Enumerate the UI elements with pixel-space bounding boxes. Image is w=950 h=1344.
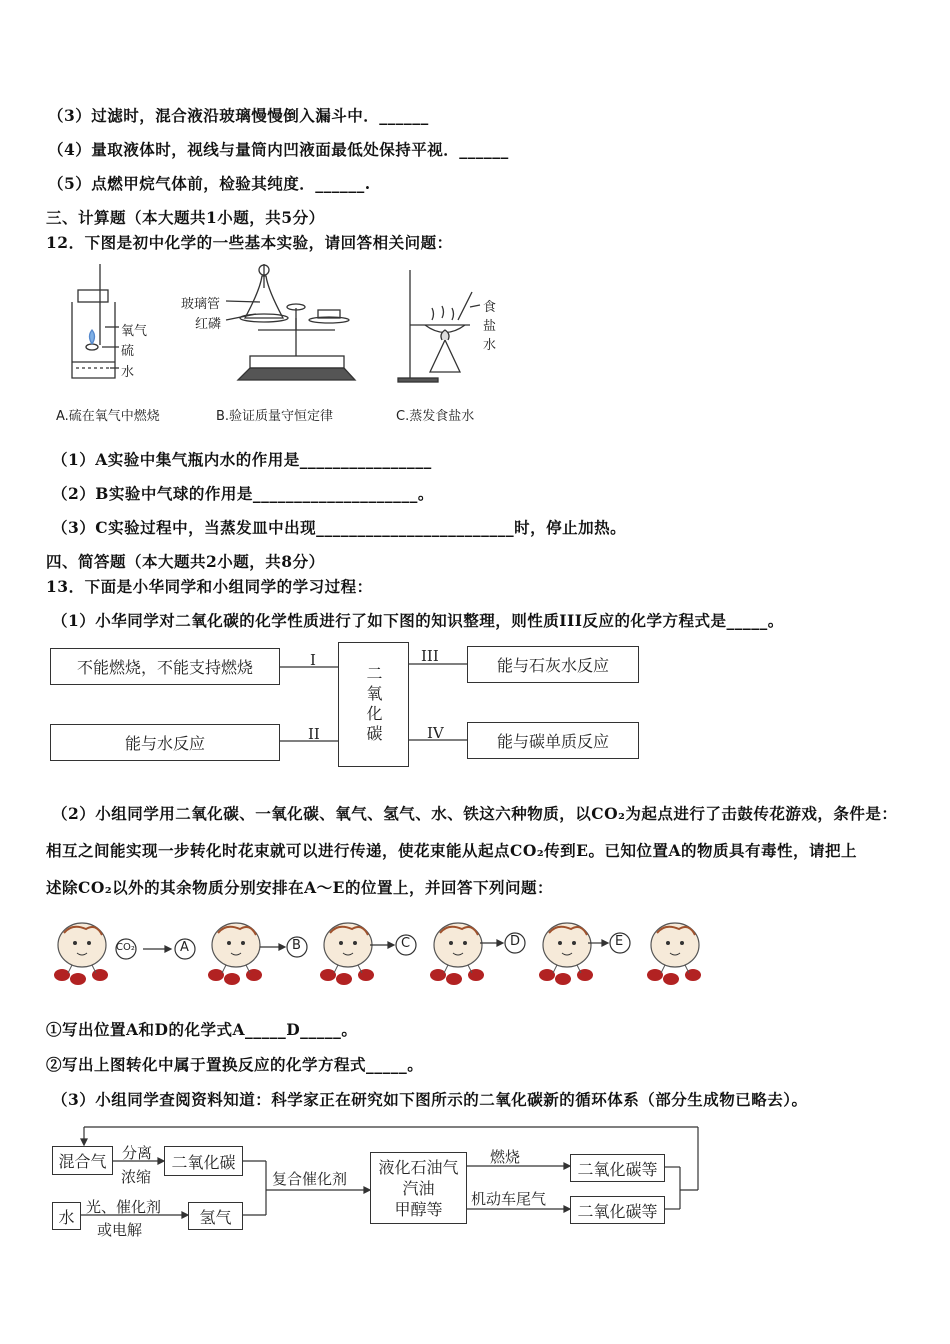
game-pos-b: B	[292, 938, 301, 953]
q11-item-5: （5）点燃甲烷气体前，检验其纯度．______.	[48, 174, 371, 193]
q12-item-2: （2）B实验中气球的作用是____________________。	[52, 484, 434, 503]
cycle-product-lpg: 液化石油气	[378, 1157, 459, 1177]
prop-not-combustible: 不能燃烧，不能支持燃烧	[50, 648, 280, 685]
cycle-water: 水	[52, 1202, 81, 1230]
q13-item-3: （3）小组同学查阅资料知道：科学家正在研究如下图所示的二氧化碳新的循环体系（部分生成物已略去）。	[52, 1090, 808, 1109]
q12-stem: 12．下图是初中化学的一些基本实验，请回答相关问题：	[46, 233, 453, 252]
caption-c: C.蒸发食盐水	[396, 409, 475, 424]
cycle-composite-catalyst: 复合催化剂	[272, 1170, 348, 1188]
cycle-output-top: 二氧化碳等	[570, 1154, 665, 1182]
cycle-product-gasoline: 汽油	[402, 1178, 435, 1198]
q13-item-2-sub-2: ②写出上图转化中属于置换反应的化学方程式_____。	[46, 1055, 424, 1074]
cycle-concentrate: 浓缩	[121, 1168, 152, 1186]
game-pos-e: E	[615, 934, 624, 949]
label-oxygen: 氧气	[121, 324, 148, 339]
q13-item-2-line-b: 相互之间能实现一步转化时花束就可以进行传递，使花束能从起点CO₂传到E。已知位置A的物质具有毒性，请把上	[46, 841, 857, 860]
label-water: 水	[121, 365, 135, 380]
prop-reacts-carbon: 能与碳单质反应	[467, 722, 639, 759]
q13-item-1: （1）小华同学对二氧化碳的化学性质进行了如下图的知识整理，则性质III反应的化学方程式是_____。	[52, 611, 784, 630]
cycle-products-box	[370, 1152, 467, 1224]
co2-center-box: 二氧化碳	[338, 642, 409, 767]
cycle-light-catalyst: 光、催化剂	[86, 1198, 162, 1216]
q13-stem: 13．下面是小华同学和小组同学的学习过程：	[46, 577, 373, 596]
label-sulfur: 硫	[121, 344, 135, 359]
q11-item-4: （4）量取液体时，视线与量筒内凹液面最低处保持平视．______	[48, 140, 509, 159]
section-3-heading: 三、计算题（本大题共1小题，共5分）	[46, 208, 325, 227]
roman-2: II	[308, 725, 320, 743]
game-pos-a: A	[180, 940, 189, 955]
caption-a: A.硫在氧气中燃烧	[56, 409, 160, 424]
prop-reacts-water: 能与水反应	[50, 724, 280, 761]
cycle-hydrogen: 氢气	[188, 1202, 243, 1230]
roman-3: III	[421, 647, 439, 665]
game-pos-d: D	[510, 934, 521, 949]
game-pos-co2: CO₂	[116, 942, 135, 953]
game-pos-c: C	[401, 936, 411, 951]
cycle-mixed-gas: 混合气	[52, 1146, 113, 1175]
roman-1: I	[310, 651, 316, 669]
prop-reacts-limewater: 能与石灰水反应	[467, 646, 639, 683]
cycle-burn: 燃烧	[490, 1148, 521, 1166]
label-red-phosphorus: 红磷	[195, 317, 222, 332]
q12-item-3: （3）C实验过程中，当蒸发皿中出现________________________时，停止加热。	[52, 518, 627, 537]
label-saltwater: 食盐水	[483, 300, 497, 353]
q13-item-2-line-a: （2）小组同学用二氧化碳、一氧化碳、氧气、氢气、水、铁这六种物质，以CO₂为起点进行了击鼓传花游戏，条件是：	[52, 804, 898, 823]
q12-item-1: （1）A实验中集气瓶内水的作用是________________	[52, 450, 432, 469]
cycle-exhaust: 机动车尾气	[471, 1190, 547, 1208]
cycle-electrolysis: 或电解	[97, 1221, 143, 1239]
cycle-output-bottom: 二氧化碳等	[570, 1196, 665, 1224]
q11-item-3: （3）过滤时，混合液沿玻璃慢慢倒入漏斗中．______	[48, 106, 429, 125]
section-4-heading: 四、简答题（本大题共2小题，共8分）	[46, 552, 325, 571]
q13-item-2-sub-1: ①写出位置A和D的化学式A_____D_____。	[46, 1020, 358, 1039]
label-glass-tube: 玻璃管	[181, 297, 221, 312]
caption-b: B.验证质量守恒定律	[216, 409, 334, 424]
cycle-separate: 分离	[122, 1144, 153, 1162]
roman-4: IV	[427, 724, 444, 742]
cycle-co2-box: 二氧化碳	[164, 1146, 243, 1176]
cycle-product-methanol: 甲醇等	[394, 1199, 443, 1219]
q13-item-2-line-c: 述除CO₂以外的其余物质分别安排在A～E的位置上，并回答下列问题：	[46, 878, 553, 897]
